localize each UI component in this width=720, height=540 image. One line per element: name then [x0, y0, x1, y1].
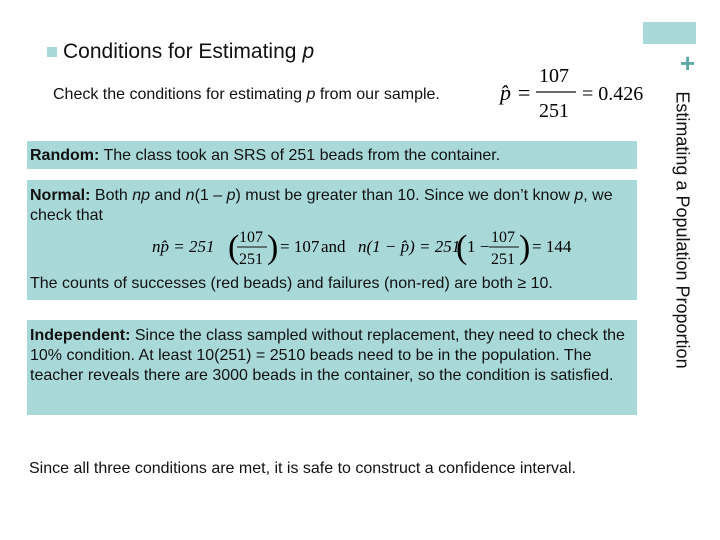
paren-open-1: ( — [228, 229, 240, 266]
normal-check-equation — [150, 225, 600, 270]
normal-var-p2: p — [574, 187, 584, 204]
slide-title: Conditions for Estimating — [63, 40, 297, 63]
normal-condition-text — [30, 186, 620, 226]
intro-text-end: from our sample. — [315, 86, 440, 103]
check-one-minus: 1 − — [467, 237, 490, 256]
phat-lhs: p̂ = — [500, 80, 532, 105]
check-lhs-1: np̂ = 251 — [152, 237, 215, 256]
check-frac2-numerator: 107 — [491, 229, 515, 246]
check-and: and — [321, 237, 346, 256]
normal-text-5: , we check that — [30, 187, 613, 224]
plus-icon: + — [680, 48, 696, 78]
side-title-container — [668, 75, 696, 385]
random-body: The class took an SRS of 251 beads from the container. — [99, 147, 501, 164]
normal-var-np: np — [132, 187, 151, 204]
slide-title-bar — [47, 38, 314, 66]
side-title: Estimating a Population Proportion — [672, 91, 693, 369]
normal-counts-text: The counts of successes (red beads) and failures (non-red) are both ≥ 10. — [30, 275, 553, 292]
random-condition-box — [27, 141, 637, 169]
paren-close-1: ) — [267, 229, 279, 266]
independent-condition-text — [30, 326, 630, 386]
square-bullet-icon — [47, 47, 57, 57]
independent-body: Since the class sampled without replacement, they need to check the 10% condition. At least 10(251) = 2510 beads need to be in the population. The teacher reveals there are 3000 beads in the container, so the condition is satisfied. — [30, 327, 625, 384]
check-lhs-2: n(1 − p̂) = 251 — [358, 237, 461, 256]
check-frac1-denominator: 251 — [239, 251, 263, 268]
normal-text-2: and — [150, 187, 186, 204]
check-result-2: = 144 — [532, 237, 572, 256]
slide-title-variable: p — [302, 40, 315, 63]
paren-open-2: ( — [456, 229, 468, 266]
check-frac2-denominator: 251 — [491, 251, 515, 268]
phat-equation — [498, 64, 653, 124]
phat-result: = 0.426 — [582, 83, 644, 105]
normal-var-p: p — [226, 187, 236, 204]
accent-bar — [643, 22, 696, 44]
intro-text-part: Check the conditions for estimating — [53, 86, 307, 103]
random-condition-text — [30, 146, 500, 166]
paren-close-2: ) — [519, 229, 531, 266]
normal-text-3: (1 – — [194, 187, 227, 204]
normal-text-4: ) must be greater than 10. Since we don’t know — [235, 187, 575, 204]
normal-label: Normal: — [30, 187, 91, 204]
phat-denominator: 251 — [539, 100, 569, 122]
conclusion-text: Since all three conditions are met, it is safe to construct a confidence interval. — [29, 460, 576, 477]
independent-label: Independent: — [30, 327, 131, 344]
intro-variable: p — [306, 86, 316, 103]
check-frac1-numerator: 107 — [239, 229, 263, 246]
intro-text — [53, 86, 440, 104]
phat-numerator: 107 — [539, 65, 569, 87]
normal-text-1: Both — [90, 187, 133, 204]
normal-var-n: n — [185, 187, 195, 204]
check-result-1: = 107 — [280, 237, 320, 256]
random-label: Random: — [30, 147, 100, 164]
independent-condition-box — [27, 320, 637, 415]
